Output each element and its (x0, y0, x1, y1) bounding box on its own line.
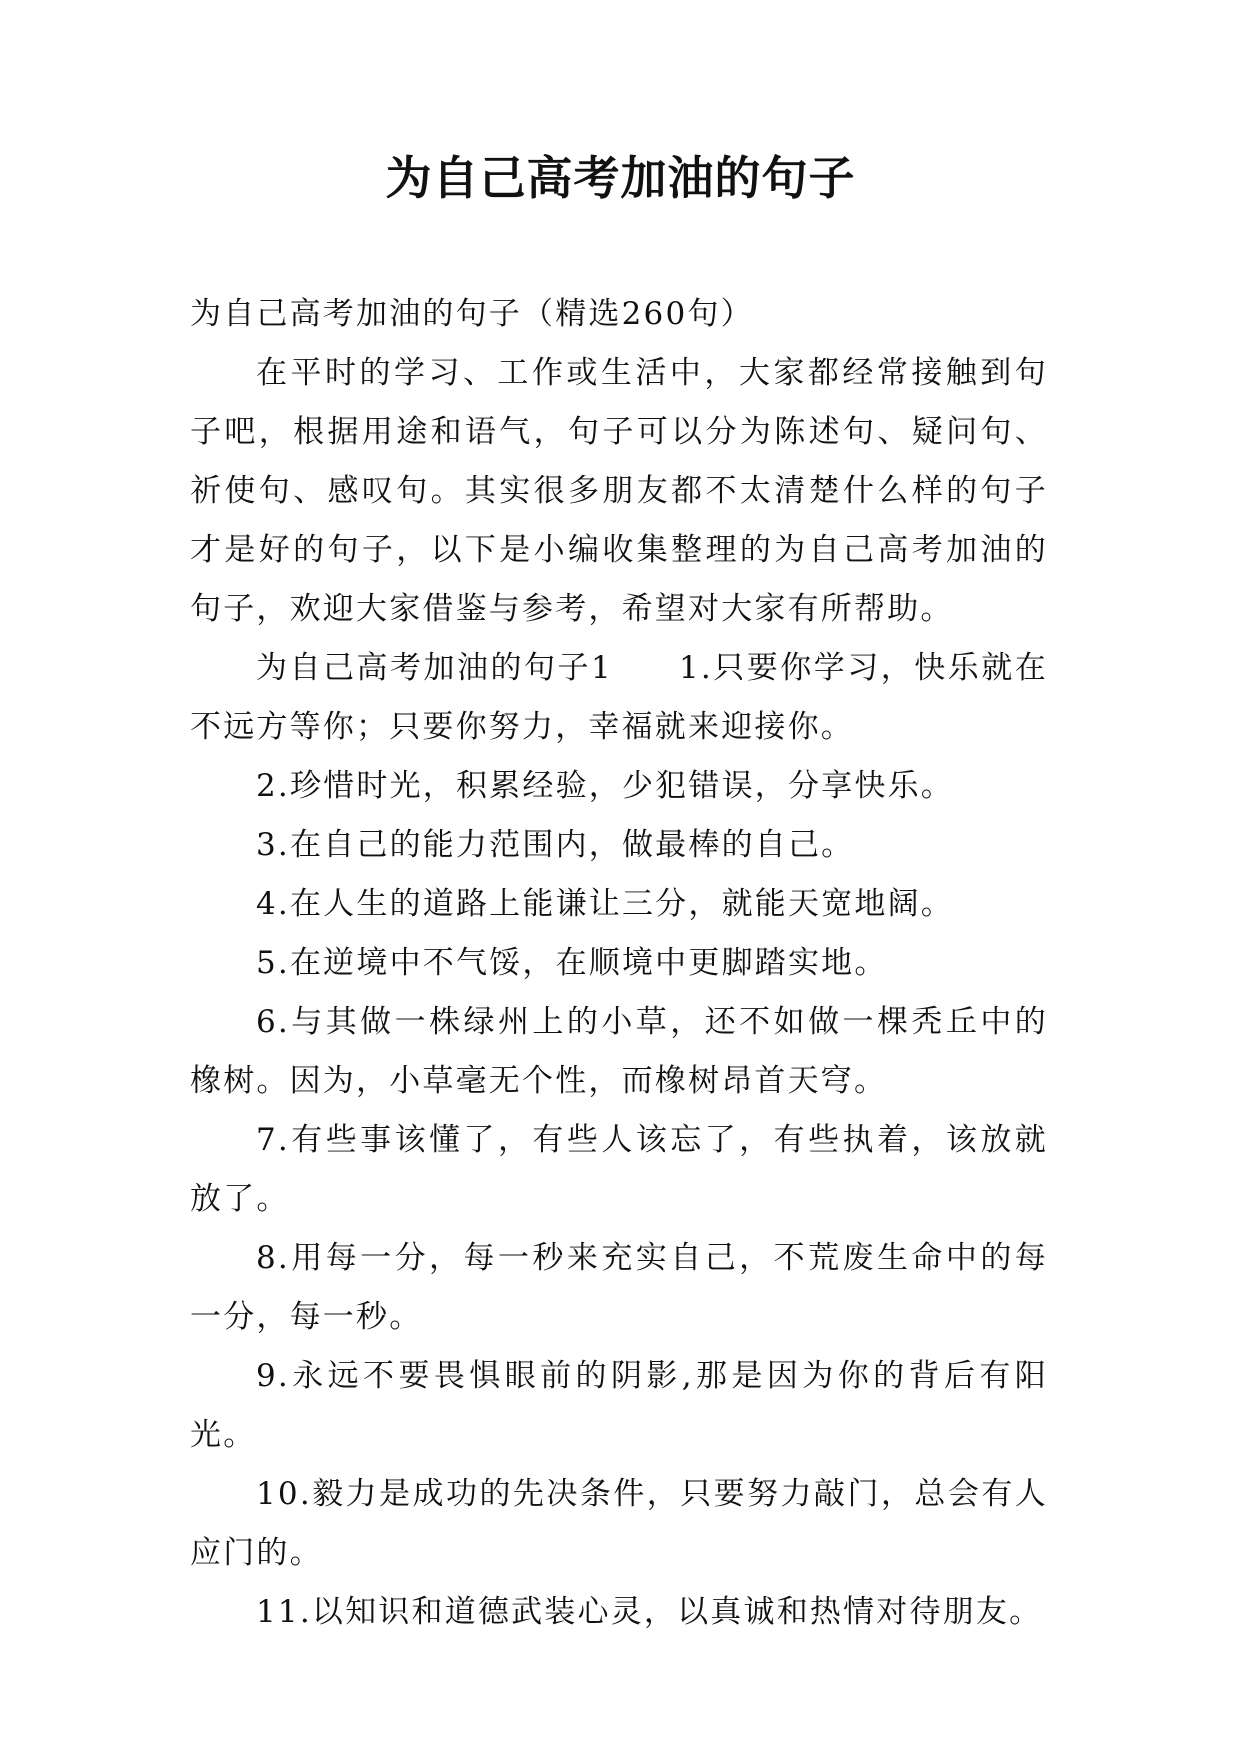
list-item: 6.与其做一株绿州上的小草，还不如做一棵秃丘中的橡树。因为，小草毫无个性，而橡树昂首天穹。 (190, 1004, 1048, 1099)
list-item: 11.以知识和道德武装心灵，以真诚和热情对待朋友。 (256, 1594, 1043, 1630)
list-item: 10.毅力是成功的先决条件，只要努力敲门，总会有人应门的。 (190, 1476, 1048, 1571)
list-item: 9.永远不要畏惧眼前的阴影,那是因为你的背后有阳光。 (190, 1358, 1048, 1453)
intro-paragraph: 在平时的学习、工作或生活中，大家都经常接触到句子吧，根据用途和语气，句子可以分为陈述句、疑问句、祈使句、感叹句。其实很多朋友都不太清楚什么样的句子才是好的句子，以下是小编收集整理的为自己高考加油的句子，欢迎大家借鉴与参考，希望对大家有所帮助。 (190, 355, 1048, 627)
list-item: 7.有些事该懂了，有些人该忘了，有些执着，该放就放了。 (190, 1122, 1048, 1217)
list-item: 8.用每一分，每一秒来充实自己，不荒废生命中的每一分，每一秒。 (190, 1240, 1048, 1335)
list-item: 3.在自己的能力范围内，做最棒的自己。 (256, 827, 855, 863)
section-first-paragraph (190, 639, 1048, 757)
document-subtitle: 为自己高考加油的句子（精选260句） (190, 296, 754, 332)
list-item: 4.在人生的道路上能谦让三分，就能天宽地阔。 (256, 886, 954, 922)
section-heading: 为自己高考加油的句子1 (256, 650, 613, 686)
list-item: 5.在逆境中不气馁，在顺境中更脚踏实地。 (256, 945, 888, 981)
document-body (190, 285, 1048, 1642)
list-item: 1.只要你学习，快乐就在不远方等你；只要你努力，幸福就来迎接你。 (190, 650, 1048, 745)
list-item: 2.珍惜时光，积累经验，少犯错误，分享快乐。 (256, 768, 954, 804)
document-title: 为自己高考加油的句子 (385, 151, 856, 205)
